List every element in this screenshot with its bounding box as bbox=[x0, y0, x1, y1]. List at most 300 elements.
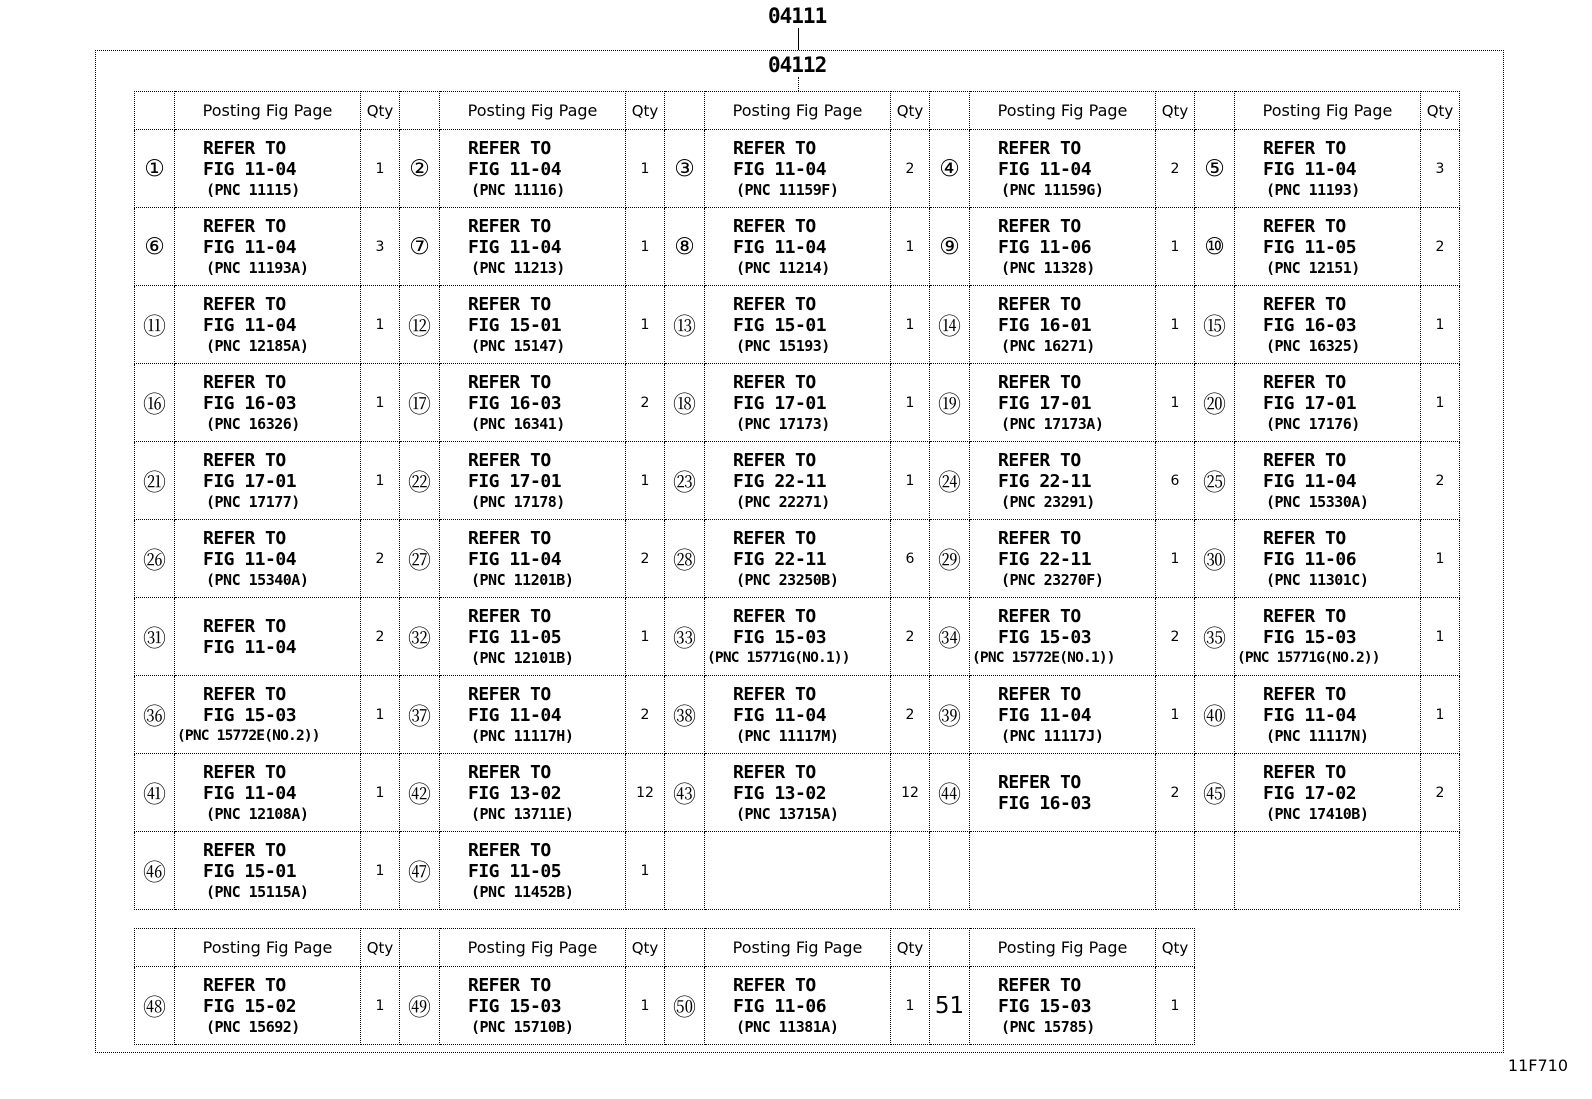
fig-page-text: FIG 11-04 bbox=[1263, 704, 1357, 726]
pnc-text: (PNC 11301C) bbox=[1266, 570, 1369, 589]
reference-cell bbox=[1235, 442, 1421, 520]
callout-number: ㉓ bbox=[665, 442, 705, 520]
reference-cell bbox=[705, 442, 891, 520]
callout-number: ⑳ bbox=[1195, 364, 1235, 442]
fig-page-text: FIG 17-01 bbox=[733, 392, 827, 414]
pnc-text: (PNC 15772E(NO.2)) bbox=[177, 727, 320, 744]
refer-to-text: REFER TO bbox=[998, 371, 1081, 393]
fig-page-text: FIG 15-03 bbox=[733, 626, 827, 648]
fig-page-text: FIG 17-01 bbox=[468, 470, 562, 492]
callout-number: ㉒ bbox=[400, 442, 440, 520]
reference-cell bbox=[705, 208, 891, 286]
pnc-text: (PNC 15147) bbox=[471, 336, 565, 355]
qty-value: 1 bbox=[1156, 520, 1195, 598]
reference-cell bbox=[1235, 286, 1421, 364]
callout-number: ㊵ bbox=[1195, 676, 1235, 754]
qty-value: 1 bbox=[1421, 364, 1460, 442]
fig-page-text: FIG 11-05 bbox=[468, 626, 562, 648]
reference-cell bbox=[705, 967, 891, 1045]
pnc-text: (PNC 11115) bbox=[206, 180, 300, 199]
fig-page-text: FIG 16-03 bbox=[203, 392, 297, 414]
refer-to-text: REFER TO bbox=[203, 839, 286, 861]
qty-value: 6 bbox=[1156, 442, 1195, 520]
qty-value: 2 bbox=[891, 676, 930, 754]
qty-value: 1 bbox=[361, 676, 400, 754]
qty-value: 1 bbox=[1421, 598, 1460, 676]
pnc-text: (PNC 11193A) bbox=[206, 258, 309, 277]
table-row bbox=[135, 442, 1460, 520]
refer-to-text: REFER TO bbox=[733, 215, 816, 237]
fig-page-text: FIG 22-11 bbox=[733, 470, 827, 492]
pnc-text: (PNC 15330A) bbox=[1266, 492, 1369, 511]
reference-cell bbox=[970, 130, 1156, 208]
leader-line bbox=[798, 28, 799, 50]
pnc-text: (PNC 17410B) bbox=[1266, 804, 1369, 823]
callout-number: ㉞ bbox=[930, 598, 970, 676]
pnc-text: (PNC 15771G(NO.1)) bbox=[707, 649, 850, 666]
pnc-text: (PNC 15692) bbox=[206, 1017, 300, 1036]
callout-number: ⑲ bbox=[930, 364, 970, 442]
callout-number: ⑬ bbox=[665, 286, 705, 364]
fig-page-text: FIG 11-04 bbox=[1263, 470, 1357, 492]
header-qty: Qty bbox=[891, 92, 930, 130]
callout-number: ㊹ bbox=[930, 754, 970, 832]
callout-number: ㊻ bbox=[135, 832, 175, 910]
callout-number: ㉟ bbox=[1195, 598, 1235, 676]
table-row bbox=[135, 832, 1460, 910]
callout-number: ① bbox=[135, 130, 175, 208]
refer-to-text: REFER TO bbox=[203, 974, 286, 996]
reference-cell bbox=[705, 676, 891, 754]
qty-value: 2 bbox=[626, 520, 665, 598]
refer-to-text: REFER TO bbox=[468, 137, 551, 159]
qty-value: 1 bbox=[361, 442, 400, 520]
callout-number bbox=[930, 832, 970, 910]
callout-number: ㊽ bbox=[135, 967, 175, 1045]
pnc-text: (PNC 12185A) bbox=[206, 336, 309, 355]
refer-to-text: REFER TO bbox=[203, 761, 286, 783]
header-row bbox=[135, 92, 1460, 130]
reference-cell bbox=[440, 286, 626, 364]
reference-table-extra bbox=[134, 928, 1195, 1045]
qty-value: 2 bbox=[626, 676, 665, 754]
qty-value: 1 bbox=[361, 967, 400, 1045]
reference-cell bbox=[970, 967, 1156, 1045]
refer-to-text: REFER TO bbox=[468, 605, 551, 627]
qty-value: 1 bbox=[626, 967, 665, 1045]
qty-value bbox=[891, 832, 930, 910]
refer-to-text: REFER TO bbox=[1263, 137, 1346, 159]
callout-number: ㉑ bbox=[135, 442, 175, 520]
header-posting-fig-page: Posting Fig Page bbox=[175, 929, 361, 967]
fig-page-text: FIG 11-04 bbox=[468, 548, 562, 570]
callout-number: ㊱ bbox=[135, 676, 175, 754]
qty-value: 1 bbox=[891, 967, 930, 1045]
reference-cell bbox=[970, 754, 1156, 832]
refer-to-text: REFER TO bbox=[733, 974, 816, 996]
refer-to-text: REFER TO bbox=[1263, 761, 1346, 783]
fig-page-text: FIG 11-04 bbox=[733, 158, 827, 180]
qty-value: 1 bbox=[1421, 286, 1460, 364]
refer-to-text: REFER TO bbox=[1263, 527, 1346, 549]
header-qty: Qty bbox=[361, 92, 400, 130]
pnc-text: (PNC 12151) bbox=[1266, 258, 1360, 277]
callout-number: ㊷ bbox=[400, 754, 440, 832]
pnc-text: (PNC 15115A) bbox=[206, 882, 309, 901]
reference-cell bbox=[440, 364, 626, 442]
qty-value: 1 bbox=[361, 754, 400, 832]
callout-number: ⑦ bbox=[400, 208, 440, 286]
fig-page-text: FIG 15-02 bbox=[203, 995, 297, 1017]
qty-value: 1 bbox=[1156, 676, 1195, 754]
pnc-text: (PNC 16271) bbox=[1001, 336, 1095, 355]
callout-number: ⑯ bbox=[135, 364, 175, 442]
reference-cell bbox=[175, 676, 361, 754]
reference-cell bbox=[440, 832, 626, 910]
reference-cell bbox=[1235, 754, 1421, 832]
refer-to-text: REFER TO bbox=[998, 137, 1081, 159]
reference-cell bbox=[175, 208, 361, 286]
callout-number: ⑮ bbox=[1195, 286, 1235, 364]
figure-code: 11F710 bbox=[1507, 1056, 1568, 1075]
qty-value: 2 bbox=[1421, 754, 1460, 832]
callout-number: ㊶ bbox=[135, 754, 175, 832]
reference-cell bbox=[1235, 676, 1421, 754]
reference-cell bbox=[440, 598, 626, 676]
refer-to-text: REFER TO bbox=[1263, 215, 1346, 237]
refer-to-text: REFER TO bbox=[1263, 605, 1346, 627]
assembly-code-top: 04111 bbox=[768, 4, 827, 28]
refer-to-text: REFER TO bbox=[468, 974, 551, 996]
pnc-text: (PNC 11117H) bbox=[471, 726, 574, 745]
refer-to-text: REFER TO bbox=[203, 615, 286, 637]
reference-cell bbox=[175, 130, 361, 208]
header-posting-fig-page: Posting Fig Page bbox=[970, 92, 1156, 130]
table-row bbox=[135, 208, 1460, 286]
fig-page-text: FIG 11-04 bbox=[733, 236, 827, 258]
fig-page-text: FIG 17-02 bbox=[1263, 782, 1357, 804]
fig-page-text: FIG 17-01 bbox=[203, 470, 297, 492]
reference-cell bbox=[970, 208, 1156, 286]
callout-number: ㊳ bbox=[665, 676, 705, 754]
pnc-text: (PNC 17176) bbox=[1266, 414, 1360, 433]
reference-cell bbox=[440, 208, 626, 286]
callout-number: ⑥ bbox=[135, 208, 175, 286]
pnc-text: (PNC 15785) bbox=[1001, 1017, 1095, 1036]
pnc-text: (PNC 17178) bbox=[471, 492, 565, 511]
callout-number: ⑤ bbox=[1195, 130, 1235, 208]
qty-value: 1 bbox=[361, 832, 400, 910]
refer-to-text: REFER TO bbox=[733, 449, 816, 471]
table-row bbox=[135, 520, 1460, 598]
fig-page-text: FIG 16-03 bbox=[998, 792, 1092, 814]
refer-to-text: REFER TO bbox=[998, 527, 1081, 549]
header-blank bbox=[135, 929, 175, 967]
fig-page-text: FIG 15-03 bbox=[998, 626, 1092, 648]
callout-number: ④ bbox=[930, 130, 970, 208]
refer-to-text: REFER TO bbox=[203, 371, 286, 393]
table-row bbox=[135, 754, 1460, 832]
header-qty: Qty bbox=[891, 929, 930, 967]
pnc-text: (PNC 17173) bbox=[736, 414, 830, 433]
pnc-text: (PNC 16325) bbox=[1266, 336, 1360, 355]
fig-page-text: FIG 15-03 bbox=[998, 995, 1092, 1017]
qty-value: 1 bbox=[626, 598, 665, 676]
qty-value: 1 bbox=[1421, 520, 1460, 598]
qty-value: 3 bbox=[1421, 130, 1460, 208]
callout-number: ㊾ bbox=[400, 967, 440, 1045]
reference-cell bbox=[175, 286, 361, 364]
qty-value: 1 bbox=[1156, 286, 1195, 364]
pnc-text: (PNC 13711E) bbox=[471, 804, 574, 823]
reference-cell bbox=[440, 442, 626, 520]
qty-value: 12 bbox=[626, 754, 665, 832]
refer-to-text: REFER TO bbox=[733, 371, 816, 393]
pnc-text: (PNC 11159G) bbox=[1001, 180, 1104, 199]
callout-number: ② bbox=[400, 130, 440, 208]
fig-page-text: FIG 11-04 bbox=[203, 236, 297, 258]
fig-page-text: FIG 11-04 bbox=[203, 314, 297, 336]
callout-number: ㉕ bbox=[1195, 442, 1235, 520]
header-blank bbox=[665, 92, 705, 130]
reference-cell bbox=[175, 598, 361, 676]
fig-page-text: FIG 16-03 bbox=[468, 392, 562, 414]
fig-page-text: FIG 11-04 bbox=[468, 704, 562, 726]
reference-cell bbox=[970, 364, 1156, 442]
callout-number: ㊸ bbox=[665, 754, 705, 832]
fig-page-text: FIG 17-01 bbox=[998, 392, 1092, 414]
callout-number: ㊿ bbox=[665, 967, 705, 1045]
refer-to-text: REFER TO bbox=[998, 293, 1081, 315]
reference-cell bbox=[175, 364, 361, 442]
qty-value: 3 bbox=[361, 208, 400, 286]
callout-number: ㉘ bbox=[665, 520, 705, 598]
reference-cell bbox=[970, 286, 1156, 364]
reference-cell bbox=[440, 130, 626, 208]
table-row bbox=[135, 286, 1460, 364]
header-qty: Qty bbox=[626, 929, 665, 967]
refer-to-text: REFER TO bbox=[998, 683, 1081, 705]
header-qty: Qty bbox=[626, 92, 665, 130]
refer-to-text: REFER TO bbox=[733, 293, 816, 315]
qty-value: 1 bbox=[626, 130, 665, 208]
callout-number: ㊼ bbox=[400, 832, 440, 910]
refer-to-text: REFER TO bbox=[1263, 371, 1346, 393]
qty-value: 1 bbox=[1156, 364, 1195, 442]
refer-to-text: REFER TO bbox=[468, 683, 551, 705]
refer-to-text: REFER TO bbox=[468, 215, 551, 237]
qty-value: 1 bbox=[626, 208, 665, 286]
fig-page-text: FIG 22-11 bbox=[998, 470, 1092, 492]
qty-value: 1 bbox=[891, 208, 930, 286]
pnc-text: (PNC 11214) bbox=[736, 258, 830, 277]
callout-number: ㉖ bbox=[135, 520, 175, 598]
reference-cell bbox=[440, 754, 626, 832]
reference-cell bbox=[175, 967, 361, 1045]
reference-cell bbox=[705, 520, 891, 598]
callout-number: ㉙ bbox=[930, 520, 970, 598]
pnc-text: (PNC 22271) bbox=[736, 492, 830, 511]
fig-page-text: FIG 11-04 bbox=[998, 158, 1092, 180]
callout-number: ⑫ bbox=[400, 286, 440, 364]
header-posting-fig-page: Posting Fig Page bbox=[175, 92, 361, 130]
reference-cell bbox=[1235, 832, 1421, 910]
header-qty: Qty bbox=[1421, 92, 1460, 130]
refer-to-text: REFER TO bbox=[468, 449, 551, 471]
qty-value: 1 bbox=[891, 286, 930, 364]
callout-number: ㉗ bbox=[400, 520, 440, 598]
reference-cell bbox=[970, 598, 1156, 676]
header-blank bbox=[930, 929, 970, 967]
refer-to-text: REFER TO bbox=[468, 527, 551, 549]
refer-to-text: REFER TO bbox=[733, 761, 816, 783]
pnc-text: (PNC 12108A) bbox=[206, 804, 309, 823]
callout-number bbox=[665, 832, 705, 910]
pnc-text: (PNC 11201B) bbox=[471, 570, 574, 589]
fig-page-text: FIG 17-01 bbox=[1263, 392, 1357, 414]
reference-cell bbox=[440, 967, 626, 1045]
qty-value: 1 bbox=[1156, 967, 1195, 1045]
pnc-text: (PNC 11452B) bbox=[471, 882, 574, 901]
qty-value bbox=[1421, 832, 1460, 910]
header-row bbox=[135, 929, 1195, 967]
refer-to-text: REFER TO bbox=[733, 605, 816, 627]
table-row bbox=[135, 364, 1460, 442]
fig-page-text: FIG 13-02 bbox=[468, 782, 562, 804]
qty-value: 1 bbox=[1421, 676, 1460, 754]
refer-to-text: REFER TO bbox=[998, 605, 1081, 627]
callout-number: 51 bbox=[930, 967, 970, 1045]
fig-page-text: FIG 11-04 bbox=[468, 236, 562, 258]
qty-value bbox=[1156, 832, 1195, 910]
callout-number: ⑩ bbox=[1195, 208, 1235, 286]
qty-value: 1 bbox=[891, 364, 930, 442]
reference-cell bbox=[1235, 520, 1421, 598]
qty-value: 6 bbox=[891, 520, 930, 598]
pnc-text: (PNC 15340A) bbox=[206, 570, 309, 589]
refer-to-text: REFER TO bbox=[733, 527, 816, 549]
pnc-text: (PNC 11117N) bbox=[1266, 726, 1369, 745]
refer-to-text: REFER TO bbox=[1263, 293, 1346, 315]
fig-page-text: FIG 11-06 bbox=[1263, 548, 1357, 570]
pnc-text: (PNC 11117J) bbox=[1001, 726, 1104, 745]
refer-to-text: REFER TO bbox=[998, 449, 1081, 471]
refer-to-text: REFER TO bbox=[203, 137, 286, 159]
header-blank bbox=[400, 92, 440, 130]
header-blank bbox=[930, 92, 970, 130]
assembly-code-sub: 04112 bbox=[768, 53, 827, 77]
callout-number: ⑨ bbox=[930, 208, 970, 286]
reference-cell bbox=[705, 364, 891, 442]
fig-page-text: FIG 11-06 bbox=[998, 236, 1092, 258]
refer-to-text: REFER TO bbox=[203, 215, 286, 237]
callout-number: ㊴ bbox=[930, 676, 970, 754]
header-qty: Qty bbox=[1156, 92, 1195, 130]
qty-value: 2 bbox=[361, 598, 400, 676]
callout-number: ㉔ bbox=[930, 442, 970, 520]
pnc-text: (PNC 17173A) bbox=[1001, 414, 1104, 433]
fig-page-text: FIG 11-04 bbox=[1263, 158, 1357, 180]
pnc-text: (PNC 11381A) bbox=[736, 1017, 839, 1036]
header-blank bbox=[135, 92, 175, 130]
table-row bbox=[135, 598, 1460, 676]
refer-to-text: REFER TO bbox=[203, 527, 286, 549]
fig-page-text: FIG 15-03 bbox=[1263, 626, 1357, 648]
table-row bbox=[135, 967, 1195, 1045]
pnc-text: (PNC 11117M) bbox=[736, 726, 839, 745]
header-posting-fig-page: Posting Fig Page bbox=[440, 92, 626, 130]
pnc-text: (PNC 23291) bbox=[1001, 492, 1095, 511]
qty-value: 2 bbox=[1156, 598, 1195, 676]
qty-value: 12 bbox=[891, 754, 930, 832]
reference-cell bbox=[175, 832, 361, 910]
reference-cell bbox=[705, 754, 891, 832]
header-posting-fig-page: Posting Fig Page bbox=[1235, 92, 1421, 130]
reference-table-main bbox=[134, 91, 1460, 910]
reference-cell bbox=[440, 676, 626, 754]
qty-value: 1 bbox=[626, 286, 665, 364]
pnc-text: (PNC 11116) bbox=[471, 180, 565, 199]
reference-cell bbox=[970, 832, 1156, 910]
refer-to-text: REFER TO bbox=[468, 293, 551, 315]
fig-page-text: FIG 11-04 bbox=[468, 158, 562, 180]
reference-cell bbox=[1235, 130, 1421, 208]
pnc-text: (PNC 15710B) bbox=[471, 1017, 574, 1036]
callout-number: ㉝ bbox=[665, 598, 705, 676]
pnc-text: (PNC 16341) bbox=[471, 414, 565, 433]
qty-value: 1 bbox=[626, 832, 665, 910]
qty-value: 2 bbox=[361, 520, 400, 598]
reference-cell bbox=[970, 520, 1156, 598]
reference-cell bbox=[175, 442, 361, 520]
qty-value: 1 bbox=[361, 130, 400, 208]
pnc-text: (PNC 23250B) bbox=[736, 570, 839, 589]
fig-page-text: FIG 16-03 bbox=[1263, 314, 1357, 336]
fig-page-text: FIG 11-04 bbox=[733, 704, 827, 726]
fig-page-text: FIG 13-02 bbox=[733, 782, 827, 804]
qty-value: 1 bbox=[891, 442, 930, 520]
callout-number: ③ bbox=[665, 130, 705, 208]
pnc-text: (PNC 23270F) bbox=[1001, 570, 1104, 589]
refer-to-text: REFER TO bbox=[468, 839, 551, 861]
pnc-text: (PNC 15193) bbox=[736, 336, 830, 355]
header-qty: Qty bbox=[1156, 929, 1195, 967]
fig-page-text: FIG 11-04 bbox=[203, 782, 297, 804]
refer-to-text: REFER TO bbox=[733, 137, 816, 159]
reference-cell bbox=[1235, 364, 1421, 442]
reference-cell bbox=[440, 520, 626, 598]
callout-number: ㉛ bbox=[135, 598, 175, 676]
reference-cell bbox=[1235, 208, 1421, 286]
pnc-text: (PNC 13715A) bbox=[736, 804, 839, 823]
refer-to-text: REFER TO bbox=[468, 371, 551, 393]
qty-value: 2 bbox=[1421, 208, 1460, 286]
callout-number: ⑱ bbox=[665, 364, 705, 442]
fig-page-text: FIG 22-11 bbox=[998, 548, 1092, 570]
fig-page-text: FIG 11-04 bbox=[998, 704, 1092, 726]
header-qty: Qty bbox=[361, 929, 400, 967]
header-blank bbox=[400, 929, 440, 967]
fig-page-text: FIG 15-03 bbox=[203, 704, 297, 726]
header-blank bbox=[665, 929, 705, 967]
qty-value: 2 bbox=[1156, 754, 1195, 832]
fig-page-text: FIG 11-05 bbox=[1263, 236, 1357, 258]
qty-value: 2 bbox=[891, 598, 930, 676]
refer-to-text: REFER TO bbox=[998, 771, 1081, 793]
header-posting-fig-page: Posting Fig Page bbox=[970, 929, 1156, 967]
table-row bbox=[135, 130, 1460, 208]
pnc-text: (PNC 16326) bbox=[206, 414, 300, 433]
